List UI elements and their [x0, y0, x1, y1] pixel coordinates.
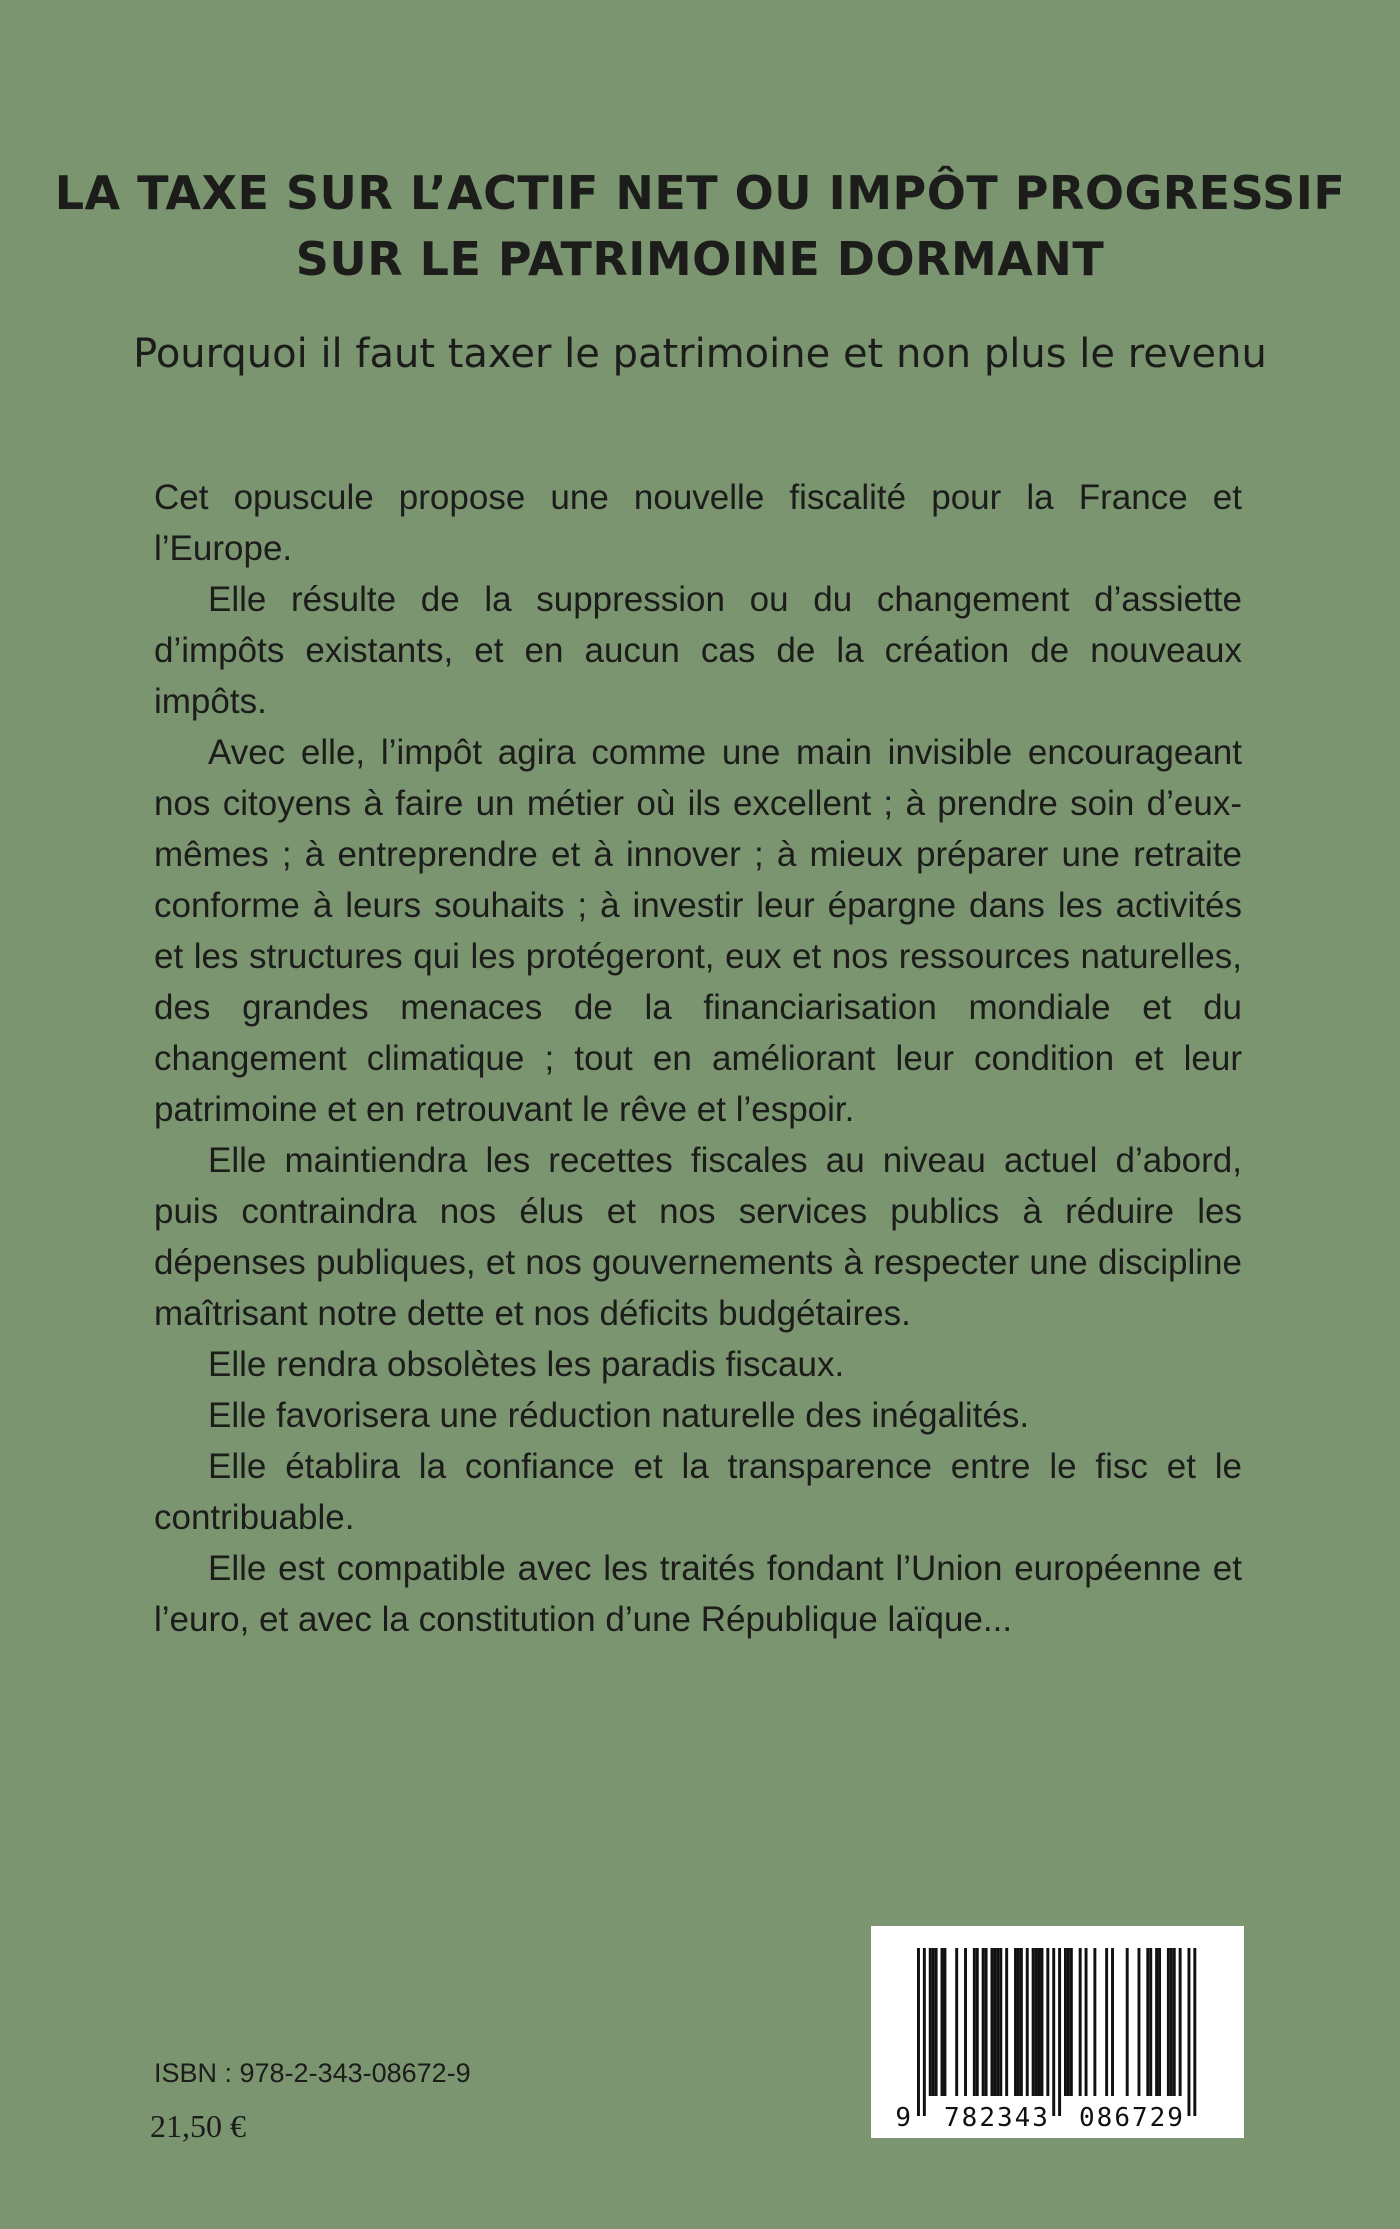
- barcode-bar: [964, 1948, 967, 2096]
- barcode-bar: [1179, 1948, 1182, 2096]
- barcode-bar: [1040, 1948, 1043, 2096]
- barcode-bar: [1026, 1948, 1029, 2096]
- price-label: 21,50 €: [150, 2108, 246, 2144]
- barcode-bar: [1035, 1948, 1038, 2096]
- barcode-bar: [1173, 1948, 1176, 2096]
- barcode-bar: [1064, 1948, 1067, 2096]
- barcode-bar: [1105, 1948, 1108, 2096]
- barcode-bar: [1067, 1948, 1070, 2096]
- barcode-bar: [1146, 1948, 1149, 2096]
- barcode-bar: [1111, 1948, 1114, 2096]
- barcode-bar: [996, 1948, 999, 2096]
- paragraph: Elle résulte de la suppression ou du changement d’assiette d’impôts existants, et en aucun cas de la création de nouveaux impôts.: [154, 580, 1242, 721]
- barcode-bar: [1005, 1948, 1008, 2096]
- barcode-bar: [1093, 1948, 1096, 2096]
- barcode-bar: [941, 1948, 944, 2096]
- book-title-line-1: LA TAXE SUR L’ACTIF NET OU IMPÔT PROGRESSIF: [54, 166, 1346, 220]
- barcode-bar: [982, 1948, 985, 2096]
- barcode-bar: [1052, 1948, 1055, 2116]
- barcode-bar: [917, 1948, 920, 2116]
- barcode-bar: [993, 1948, 996, 2096]
- barcode-bar: [1058, 1948, 1061, 2116]
- barcode-bar: [1126, 1948, 1129, 2096]
- barcode-bar: [976, 1948, 979, 2096]
- barcode-bar: [1149, 1948, 1152, 2096]
- barcode-bar: [935, 1948, 938, 2096]
- barcode-bar: [1014, 1948, 1017, 2096]
- barcode-bar: [1070, 1948, 1073, 2096]
- barcode-bar: [1167, 1948, 1170, 2096]
- paragraph: Avec elle, l’impôt agira comme une main invisible encourageant nos citoyens à faire un métier où ils excellent ; à prendre soin d’eux-mêmes ; à entreprendre et à innover ; à mieux préparer une retraite conforme à leurs souhaits ; à investir leur épargne dans les activités et les structures qui les protégeront, eux et nos ressources naturelles, des grandes menaces de la financiarisation mondiale et du changement climatique ; tout en améliorant leur condition et leur patrimoine et en retrouvant le rêve et l’espoir.: [154, 733, 1242, 1129]
- barcode-bar: [1170, 1948, 1173, 2096]
- paragraph: Elle maintiendra les recettes fiscales au niveau actuel d’abord, puis contraindra nos élus et nos services publics à réduire les dépenses publiques, et nos gouvernements à respecter une discipline maîtrisant notre dette et nos déficits budgétaires.: [154, 1141, 1242, 1333]
- barcode-bar: [999, 1948, 1002, 2096]
- barcode-bar: [1032, 1948, 1035, 2096]
- barcode-bar: [932, 1948, 935, 2096]
- barcode-graphic: [871, 1926, 1244, 2138]
- barcode-bar: [1079, 1948, 1082, 2096]
- barcode-bar: [1155, 1948, 1158, 2096]
- back-cover-text: [154, 472, 1242, 1645]
- barcode-bar: [943, 1948, 946, 2096]
- paragraph: Elle favorisera une réduction naturelle des inégalités.: [208, 1396, 1030, 1435]
- paragraph: Elle rendra obsolètes les paradis fiscaux.: [208, 1345, 845, 1384]
- isbn-label: ISBN : 978-2-343-08672-9: [154, 2058, 471, 2088]
- paragraph: Cet opuscule propose une nouvelle fiscalité pour la France et l’Europe.: [154, 478, 1242, 568]
- barcode-left-digits: 782343: [944, 2103, 1050, 2133]
- paragraph: Elle établira la confiance et la transparence entre le fisc et le contribuable.: [154, 1447, 1242, 1537]
- barcode-bar: [1038, 1948, 1041, 2096]
- book-title-line-2: SUR LE PATRIMOINE DORMANT: [295, 232, 1105, 286]
- barcode-bar: [1138, 1948, 1141, 2096]
- barcode-bar: [973, 1948, 976, 2096]
- barcode-bars: [917, 1948, 1196, 2116]
- barcode-right-digits: 086729: [1079, 2103, 1185, 2133]
- book-title: [0, 160, 1400, 292]
- barcode-bar: [1046, 1948, 1049, 2096]
- barcode-bar: [1017, 1948, 1020, 2096]
- paragraph: Elle est compatible avec les traités fondant l’Union européenne et l’euro, et avec la constitution d’une République laïque...: [154, 1549, 1242, 1639]
- barcode-bar: [991, 1948, 994, 2096]
- barcode-first-digit: 9: [895, 2103, 911, 2133]
- barcode-bar: [1187, 1948, 1190, 2116]
- barcode-bar: [1193, 1948, 1196, 2116]
- barcode-bar: [985, 1948, 988, 2096]
- barcode-bar: [955, 1948, 958, 2096]
- barcode-bar: [929, 1948, 932, 2096]
- barcode-bar: [1020, 1948, 1023, 2096]
- barcode: [871, 1926, 1244, 2138]
- book-subtitle: Pourquoi il faut taxer le patrimoine et non plus le revenu: [133, 331, 1267, 377]
- barcode-bar: [923, 1948, 926, 2116]
- barcode-bar: [1158, 1948, 1161, 2096]
- barcode-bar: [1085, 1948, 1088, 2096]
